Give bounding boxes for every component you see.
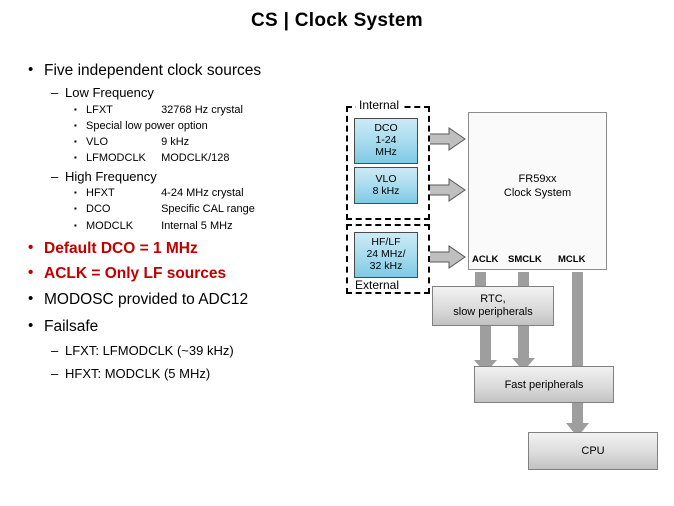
list-item-label: MODOSC provided to ADC12 — [44, 291, 249, 309]
list-item-label: Special low power option — [86, 120, 208, 133]
bullet-marker: • — [28, 316, 34, 334]
list-item — [50, 366, 356, 382]
list-item-label: High Frequency — [65, 168, 157, 184]
bullet-marker: ▪ — [74, 121, 77, 131]
bullet-marker: – — [51, 85, 59, 101]
cpu-label: CPU — [581, 445, 605, 457]
bullet-marker: ▪ — [74, 188, 77, 198]
list-item — [26, 291, 356, 309]
list-item — [50, 85, 356, 101]
rtc-line-2: slow peripherals — [453, 306, 533, 318]
smclk-output-label: SMCLK — [508, 254, 542, 265]
list-item-desc: 4-24 MHz crystal — [161, 187, 244, 200]
bullet-marker: • — [28, 264, 34, 282]
bullet-list — [26, 62, 356, 384]
clock-system-line-2: Clock System — [503, 186, 572, 199]
list-item-desc: MODCLK/128 — [161, 152, 230, 165]
internal-group-label: Internal — [356, 98, 402, 112]
list-item — [26, 318, 356, 336]
bullet-marker: – — [51, 168, 59, 184]
list-item — [72, 152, 356, 165]
list-item-label: LFXT: LFMODCLK (~39 kHz) — [65, 342, 234, 358]
mclk-output-label: MCLK — [558, 254, 586, 265]
dco-line-2: 1-24 — [375, 134, 397, 147]
page-title: CS | Clock System — [251, 10, 423, 31]
list-item — [72, 187, 356, 200]
hflf-line-2: 24 MHz/ — [366, 248, 406, 261]
bullet-marker: ▪ — [74, 220, 77, 230]
fast-peripherals-label: Fast peripherals — [504, 378, 584, 391]
list-item-label: Five independent clock sources — [44, 62, 262, 79]
list-item-desc: Internal 5 MHz — [161, 219, 233, 232]
dco-line-1: DCO — [374, 122, 398, 135]
list-item-highlight — [26, 265, 356, 283]
bullet-marker: ▪ — [74, 104, 77, 114]
list-item-label: Default DCO = 1 MHz — [44, 239, 198, 257]
list-item-term: LFXT — [86, 103, 113, 116]
list-item — [50, 169, 356, 185]
bullet-marker: • — [28, 238, 34, 256]
list-item-desc: 32768 Hz crystal — [161, 103, 243, 116]
dco-source-box — [354, 118, 418, 164]
bullet-marker: • — [28, 290, 34, 308]
clock-system-block — [468, 112, 607, 270]
bullet-marker: • — [28, 61, 34, 78]
list-item-term: VLO — [86, 136, 109, 149]
list-item — [72, 136, 356, 149]
list-item — [72, 220, 356, 233]
hflf-line-3: 32 kHz — [369, 259, 403, 272]
rtc-line-1: RTC, — [480, 292, 506, 305]
list-item-label: Failsafe — [44, 317, 99, 335]
list-item — [72, 120, 356, 133]
bullet-marker: ▪ — [74, 137, 77, 147]
list-item-label: Low Frequency — [65, 85, 154, 101]
bullet-marker: – — [51, 342, 59, 358]
list-item-label: HFXT: MODCLK (5 MHz) — [65, 365, 211, 381]
hflf-line-1: HF/LF — [371, 236, 401, 249]
list-item-desc: Specific CAL range — [161, 203, 255, 216]
list-item-term: HFXT — [86, 187, 115, 200]
clock-system-line-1: FR59xx — [518, 173, 557, 185]
cpu-block — [528, 432, 658, 470]
list-item — [50, 343, 356, 359]
aclk-output-label: ACLK — [472, 254, 499, 265]
list-item-highlight — [26, 240, 356, 258]
vlo-line-2: 8 kHz — [372, 184, 400, 197]
external-group-label: External — [352, 278, 402, 292]
list-item-term: MODCLK — [86, 219, 134, 232]
list-item-term: LFMODCLK — [86, 152, 146, 165]
list-item — [72, 203, 356, 216]
rtc-slow-peripherals-block — [432, 286, 554, 326]
vlo-line-1: VLO — [375, 172, 397, 185]
fast-peripherals-block — [474, 366, 614, 403]
dco-line-3: MHz — [375, 145, 397, 158]
list-item — [72, 104, 356, 117]
bullet-marker: – — [51, 365, 59, 381]
list-item-desc: 9 kHz — [161, 136, 190, 149]
list-item-label: ACLK = Only LF sources — [44, 265, 227, 283]
bullet-marker: ▪ — [74, 153, 77, 163]
vlo-source-box — [354, 167, 418, 204]
clock-system-diagram — [332, 96, 662, 486]
list-item-term: DCO — [86, 203, 111, 216]
hf-lf-source-box — [354, 232, 418, 278]
bullet-marker: ▪ — [74, 204, 77, 214]
list-item — [26, 62, 356, 80]
